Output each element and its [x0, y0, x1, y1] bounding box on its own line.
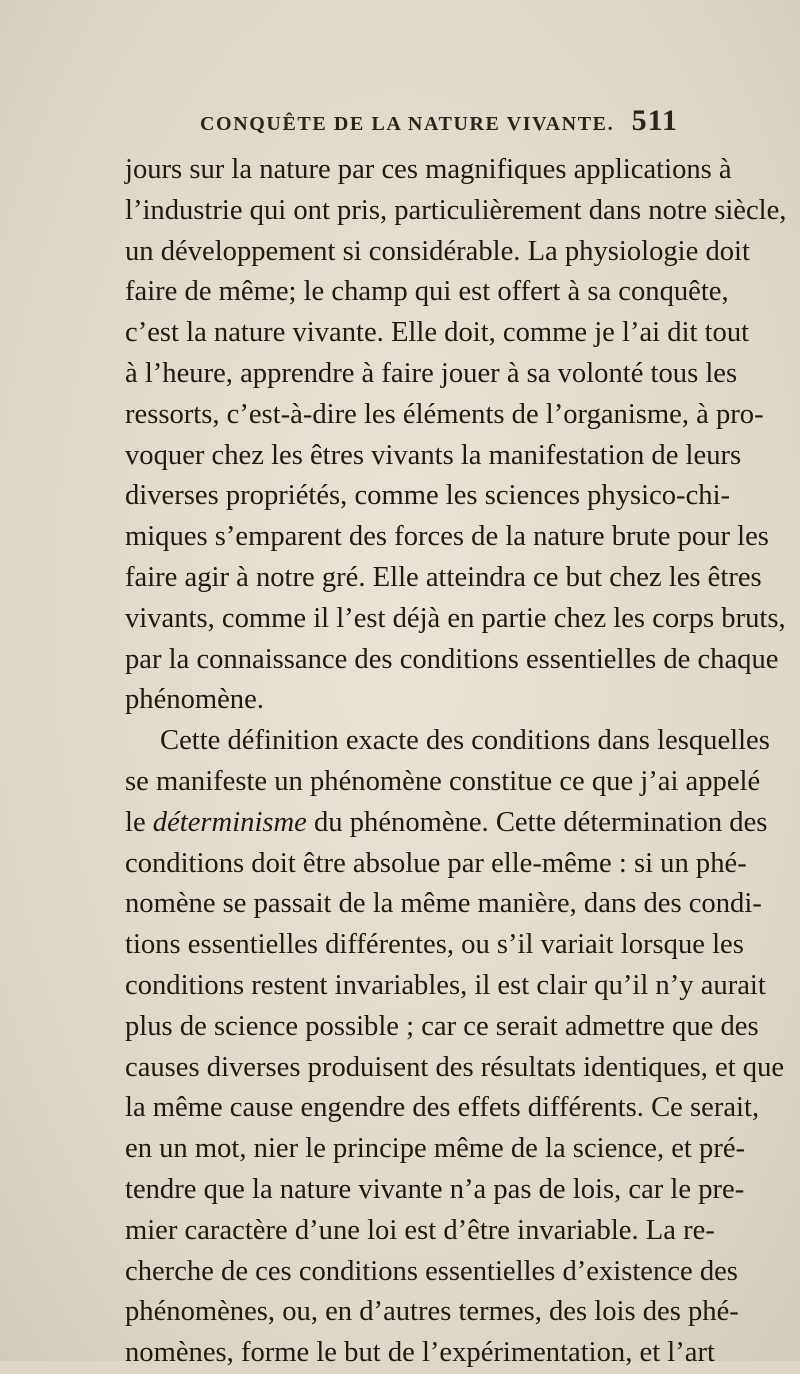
text-fragment: du phénomène. Cette détermination des	[306, 806, 768, 838]
text-line: c’est la nature vivante. Elle doit, comme je l’ai dit tout	[125, 317, 750, 349]
text-line: à l’heure, apprendre à faire jouer à sa volonté tous les	[125, 357, 738, 389]
text-line: voquer chez les êtres vivants la manifestation de leurs	[125, 439, 742, 471]
text-line: phénomène.	[125, 684, 264, 716]
text-line: conditions doit être absolue par elle-même : si un phé-	[125, 847, 747, 879]
text-line: conditions restent invariables, il est clair qu’il n’y aurait	[125, 969, 766, 1001]
italic-term: déterminisme	[152, 806, 307, 838]
text-line-with-italic	[125, 803, 768, 844]
text-line: jours sur la nature par ces magnifiques applications à	[125, 154, 732, 185]
text-line: mier caractère d’une loi est d’être invariable. La re-	[125, 1214, 715, 1246]
text-line: ressorts, c’est-à-dire les éléments de l’organisme, à pro-	[125, 398, 764, 430]
text-line: l’industrie qui ont pris, particulièrement dans notre siècle,	[125, 194, 787, 226]
running-title: CONQUÊTE DE LA NATURE VIVANTE.	[200, 113, 615, 135]
text-line: plus de science possible ; car ce serait admettre que des	[125, 1010, 759, 1042]
text-line: en un mot, nier le principe même de la science, et pré-	[125, 1133, 746, 1165]
text-line: diverses propriétés, comme les sciences physico-chi-	[125, 480, 731, 512]
text-fragment: le	[125, 806, 153, 838]
text-line: cherche de ces conditions essentielles d’existence des	[125, 1255, 738, 1287]
text-line: la même cause engendre des effets différents. Ce serait,	[125, 1092, 760, 1124]
page-number: 511	[631, 104, 678, 137]
text-line: tendre que la nature vivante n’a pas de lois, car le pre-	[125, 1173, 745, 1205]
text-line: miques s’emparent des forces de la nature brute pour les	[125, 521, 769, 553]
text-line: Cette définition exacte des conditions dans lesquelles	[160, 725, 770, 757]
text-line: se manifeste un phénomène constitue ce que j’ai appelé	[125, 765, 761, 797]
body-text	[125, 150, 787, 1374]
text-line: tions essentielles différentes, ou s’il variait lorsque les	[125, 929, 744, 961]
text-line: phénomènes, ou, en d’autres termes, des lois des phé-	[125, 1296, 739, 1328]
page-header	[200, 104, 678, 138]
text-line: faire agir à notre gré. Elle atteindra ce but chez les êtres	[125, 561, 762, 593]
text-line: causes diverses produisent des résultats identiques, et que	[125, 1051, 785, 1083]
text-line: faire de même; le champ qui est offert à sa conquête,	[125, 276, 729, 308]
text-line: nomène se passait de la même manière, dans des condi-	[125, 888, 762, 920]
text-line: un développement si considérable. La physiologie doit	[125, 235, 750, 267]
text-line: par la connaissance des conditions essentielles de chaque	[125, 643, 779, 675]
text-line: nomènes, forme le but de l’expérimentation, et l’art	[125, 1337, 715, 1369]
text-line: vivants, comme il l’est déjà en partie chez les corps bruts,	[125, 602, 786, 634]
